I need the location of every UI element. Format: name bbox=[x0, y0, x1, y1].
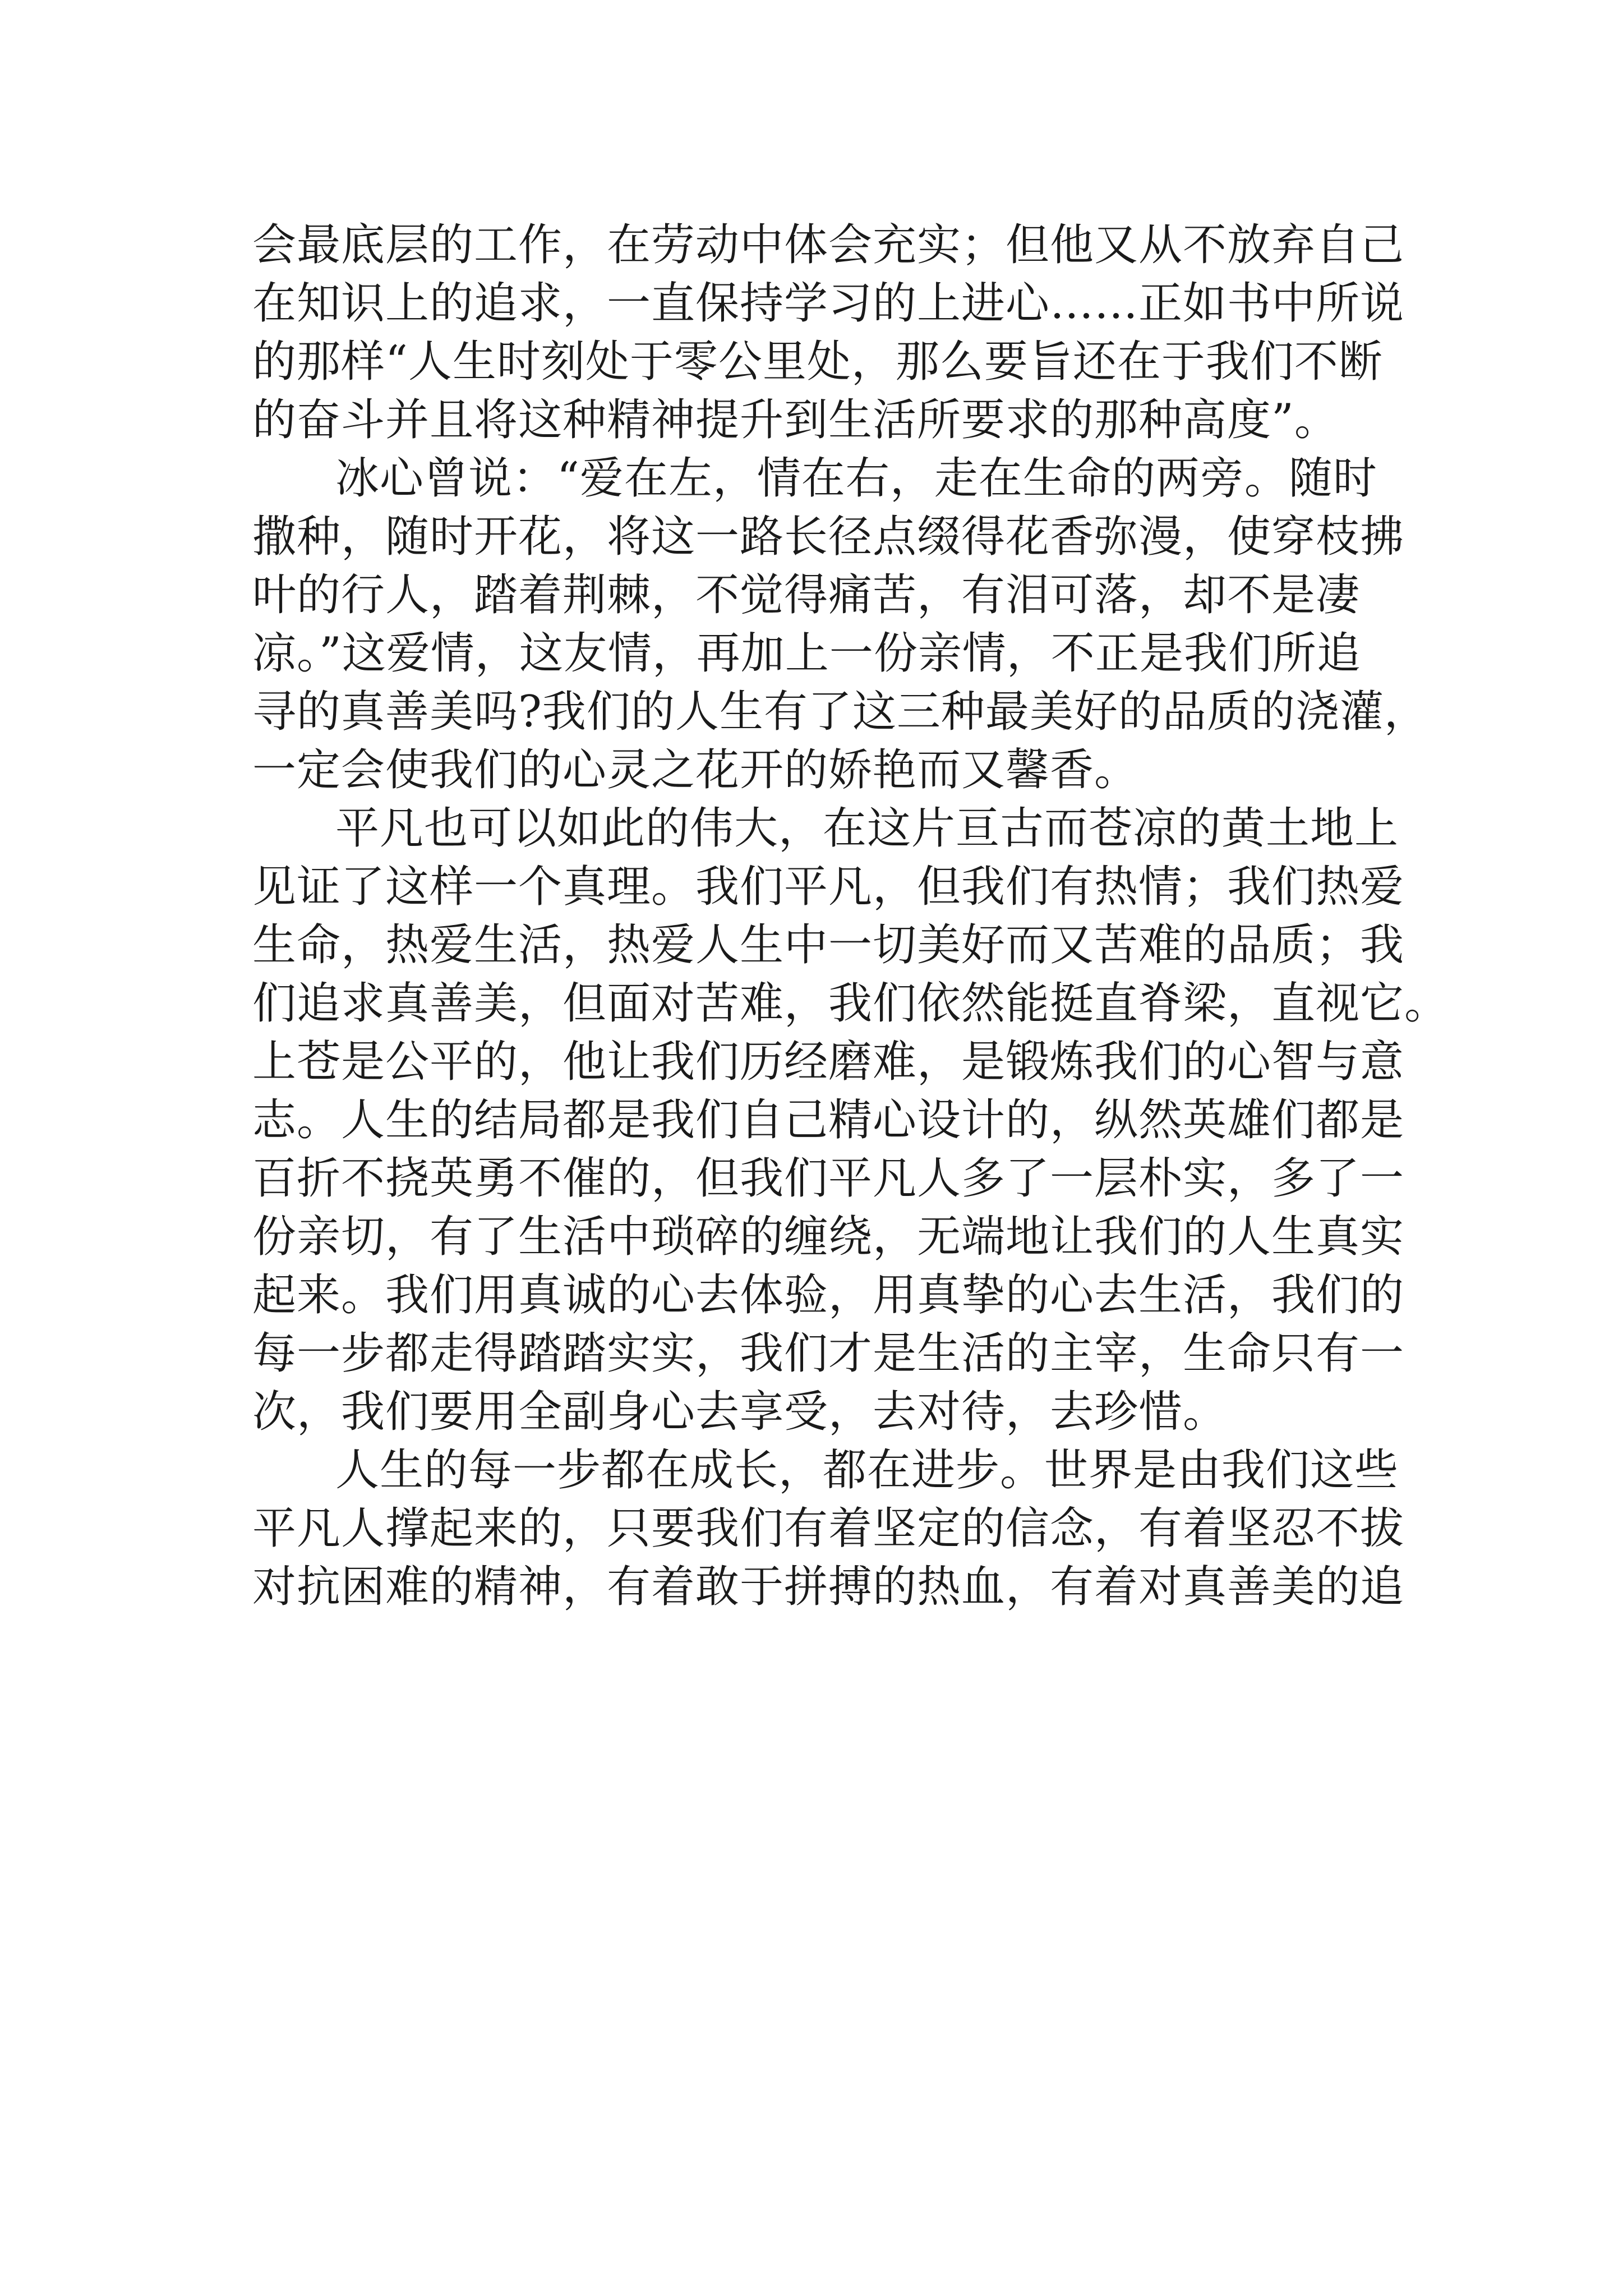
text-line: 每一步都走得踏踏实实，我们才是生活的主宰，生命只有一 bbox=[252, 1328, 1405, 1379]
text-line: 份亲切，有了生活中琐碎的缠绕，无端地让我们的人生真实 bbox=[252, 1212, 1405, 1262]
text-line: 叶的行人，踏着荆棘，不觉得痛苦，有泪可落，却不是凄 bbox=[252, 570, 1361, 620]
paragraph-first-line: 平凡也可以如此的伟大，在这片亘古而苍凉的黄土地上 bbox=[335, 803, 1399, 854]
text-line: 会最底层的工作，在劳动中体会充实；但他又从不放弃自己 bbox=[252, 220, 1405, 270]
text-line: 凉。”这爱情，这友情，再加上一份亲情，不正是我们所追 bbox=[252, 628, 1361, 679]
body-text bbox=[252, 216, 1449, 1616]
text-line: 百折不挠英勇不催的，但我们平凡人多了一层朴实，多了一 bbox=[252, 1153, 1405, 1204]
text-line: 平凡人撑起来的，只要我们有着坚定的信念，有着坚忍不拔 bbox=[252, 1503, 1405, 1554]
text-line: 寻的真善美吗?我们的人生有了这三种最美好的品质的浇灌， bbox=[252, 687, 1428, 737]
text-line: 撒种，随时开花，将这一路长径点缀得花香弥漫，使穿枝拂 bbox=[252, 512, 1405, 562]
text-line: 次，我们要用全副身心去享受，去对待，去珍惜。 bbox=[252, 1387, 1228, 1437]
text-line: 的奋斗并且将这种精神提升到生活所要求的那种高度”。 bbox=[252, 395, 1339, 445]
text-line: 见证了这样一个真理。我们平凡，但我们有热情；我们热爱 bbox=[252, 862, 1405, 912]
text-line: 在知识上的追求，一直保持学习的上进心……正如书中所说 bbox=[252, 278, 1405, 329]
paragraph-first-line: 冰心曾说：“爱在左，情在右，走在生命的两旁。随时 bbox=[335, 453, 1377, 504]
text-line: 们追求真善美，但面对苦难，我们依然能挺直脊梁，直视它。 bbox=[252, 978, 1449, 1029]
text-line: 生命，热爱生活，热爱人生中一切美好而又苦难的品质；我 bbox=[252, 920, 1405, 970]
text-line: 志。人生的结局都是我们自己精心设计的，纵然英雄们都是 bbox=[252, 1095, 1405, 1145]
text-line: 的那样“人生时刻处于零公里处，那么要旨还在于我们不断 bbox=[252, 337, 1383, 387]
text-line: 起来。我们用真诚的心去体验，用真挚的心去生活，我们的 bbox=[252, 1270, 1405, 1320]
paragraph-first-line: 人生的每一步都在成长，都在进步。世界是由我们这些 bbox=[335, 1445, 1399, 1496]
text-line: 一定会使我们的心灵之花开的娇艳而又馨香。 bbox=[252, 745, 1139, 795]
text-line: 对抗困难的精神，有着敢于拼搏的热血，有着对真善美的追 bbox=[252, 1562, 1405, 1612]
text-line: 上苍是公平的，他让我们历经磨难，是锻炼我们的心智与意 bbox=[252, 1037, 1405, 1087]
